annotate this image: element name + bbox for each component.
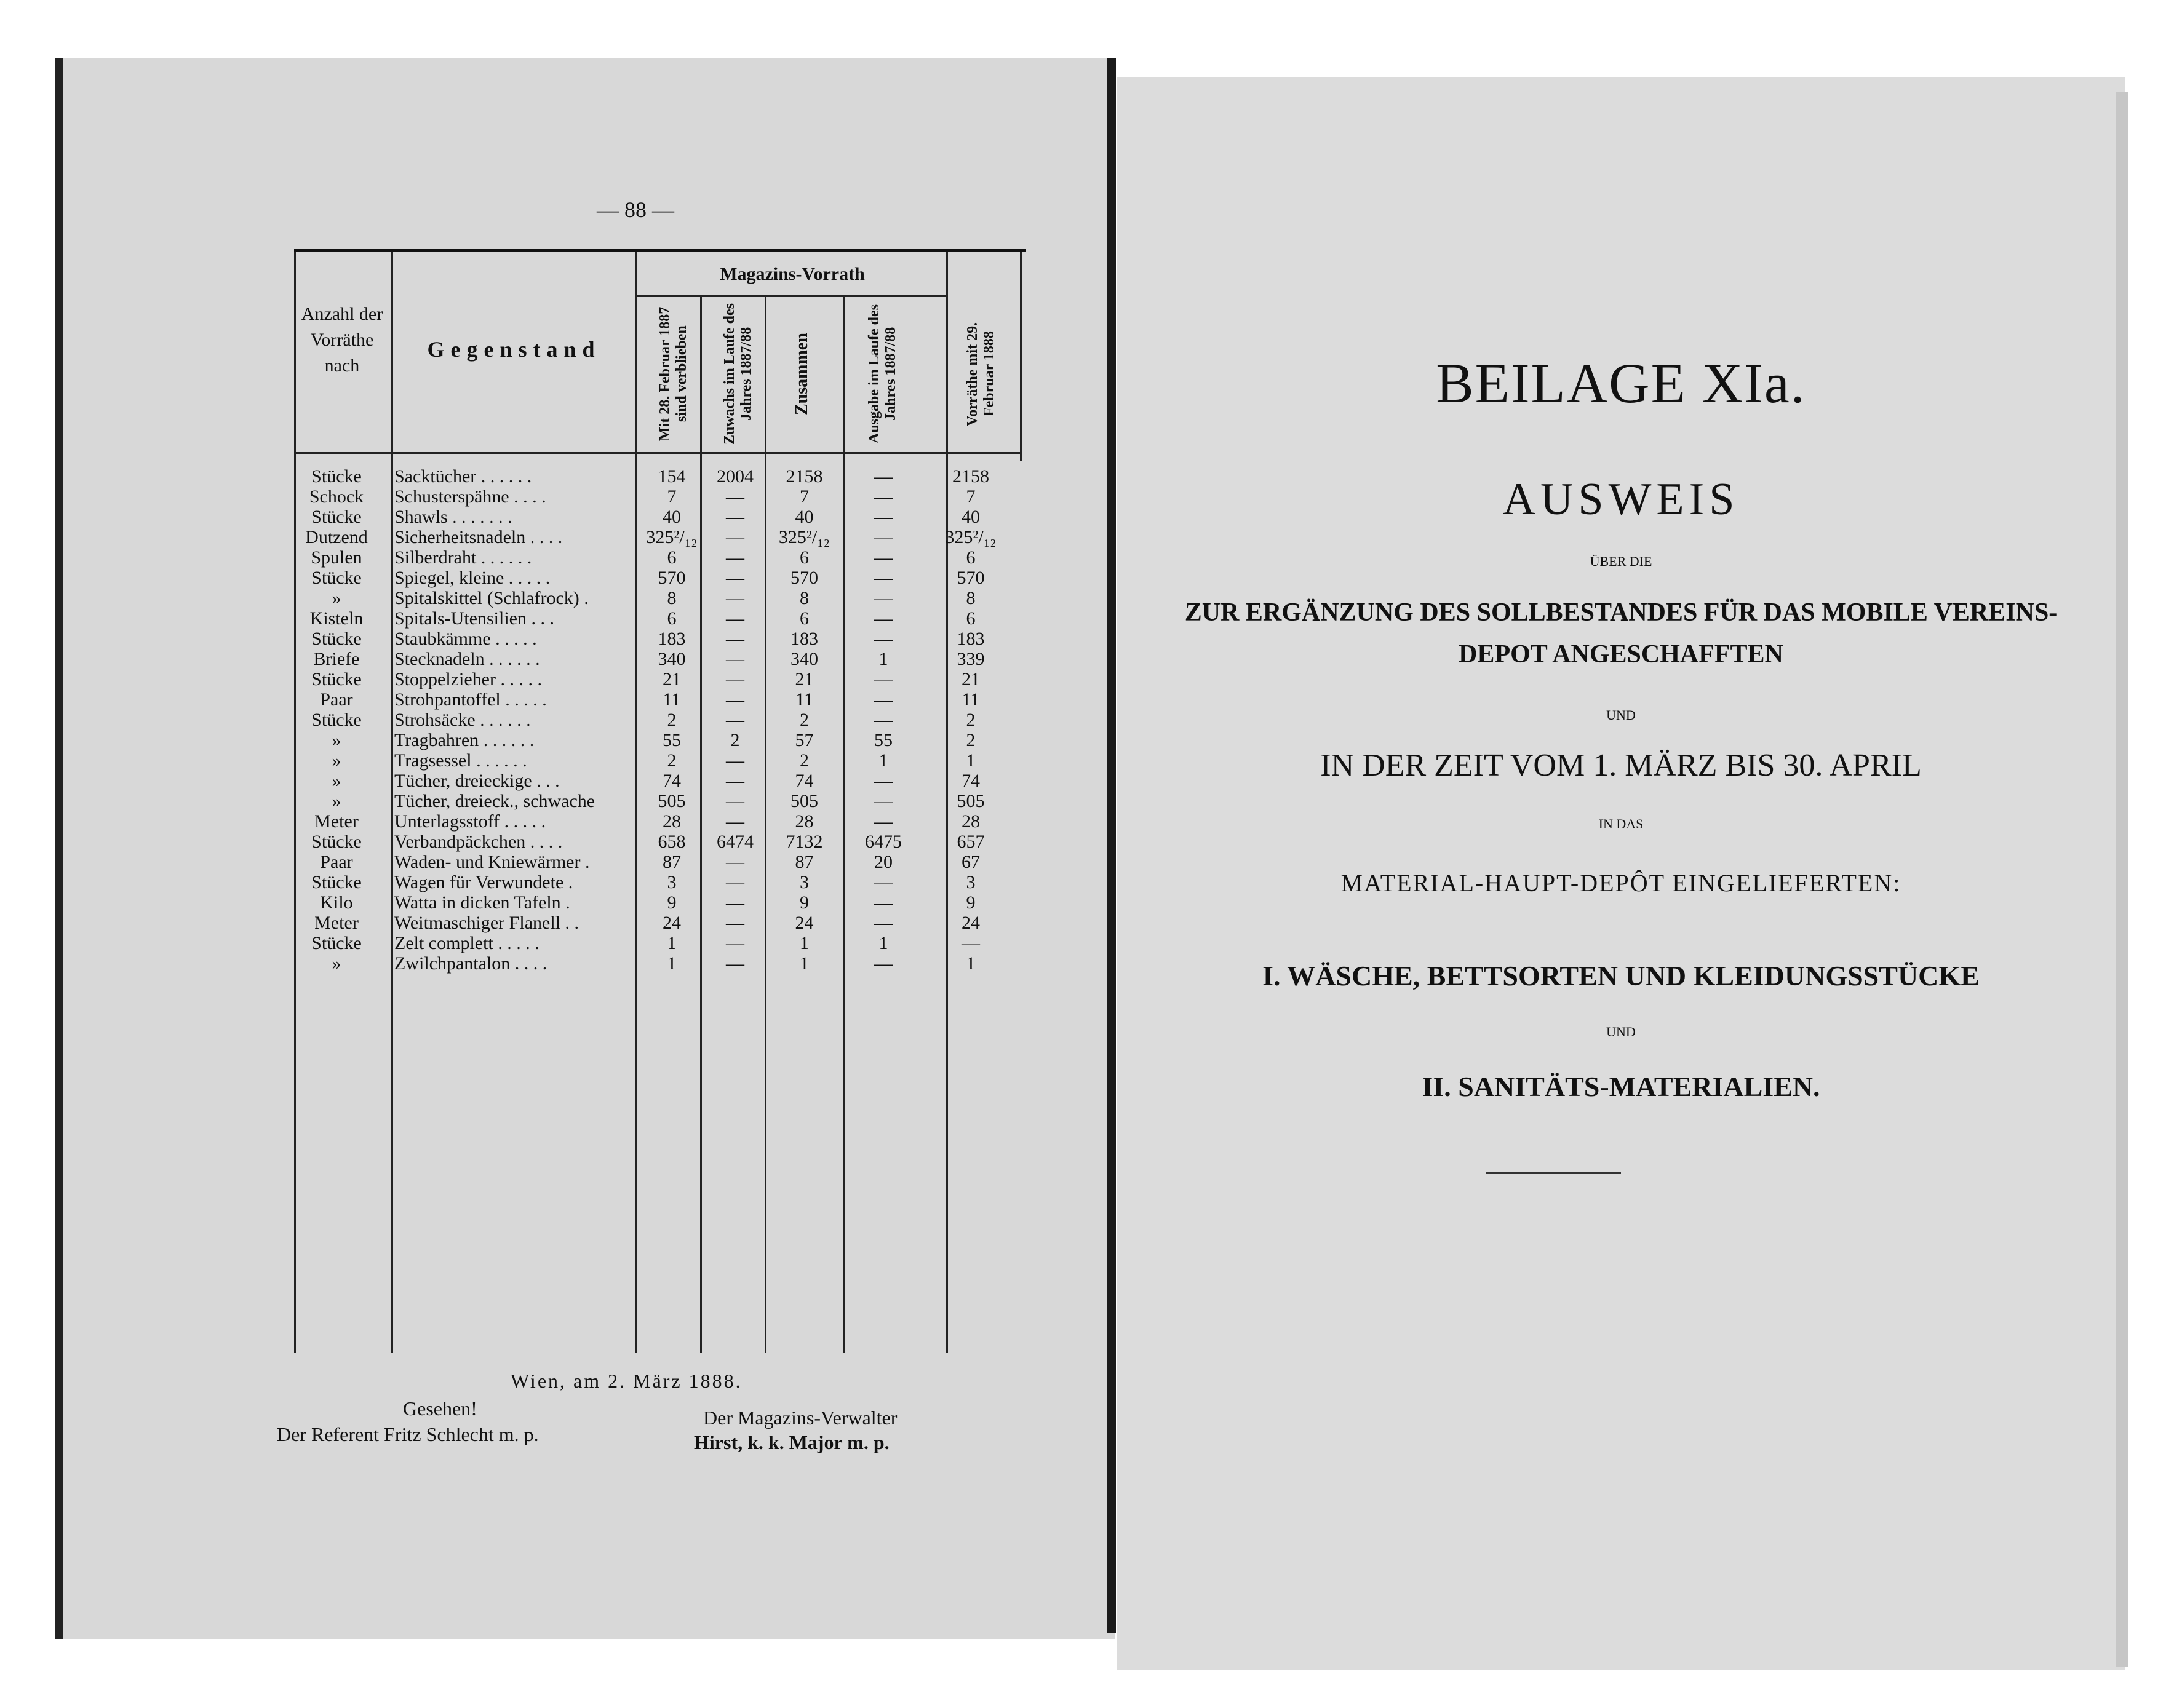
table-header-rule	[294, 452, 1020, 454]
cell-v1: 74	[663, 771, 681, 791]
cell-v5: 339	[957, 649, 985, 669]
cell-v3: 2	[800, 750, 809, 771]
closing-rule	[1486, 1172, 1621, 1174]
cell-v2: —	[726, 710, 744, 730]
cell-unit: »	[332, 588, 341, 608]
cell-v4: 1	[878, 933, 888, 953]
uber-die: ÜBER DIE	[1590, 554, 1652, 569]
cell-v3: 3	[800, 872, 809, 892]
referent-signature: Der Referent Fritz Schlecht m. p.	[277, 1423, 539, 1445]
cell-v2: —	[726, 933, 744, 953]
cell-v3: 21	[795, 669, 814, 689]
table-row	[294, 771, 1026, 791]
cell-v5: 2158	[952, 466, 989, 487]
cell-v3: 340	[790, 649, 818, 669]
inventory-table	[294, 249, 1026, 1353]
cell-v3: 2158	[786, 466, 823, 487]
cell-v1: 2	[667, 750, 677, 771]
cell-v5: 505	[957, 791, 985, 811]
cell-item: Sicherheitsnadeln . . . .	[394, 527, 563, 547]
cell-unit: Paar	[320, 852, 353, 872]
column-header-2: Zuwachs im Laufe des Jahres 1887/88	[722, 303, 754, 445]
cell-v1: 3	[667, 872, 677, 892]
cell-v1: 21	[663, 669, 681, 689]
cell-unit: Kisteln	[309, 608, 364, 629]
cell-v2: 6474	[717, 832, 754, 852]
cell-v2: —	[726, 791, 744, 811]
book-spine	[1107, 58, 1116, 1633]
cell-v1: 1	[667, 933, 677, 953]
table-border-right	[1020, 252, 1022, 461]
cell-v3: 8	[800, 588, 809, 608]
cell-v5: 74	[962, 771, 980, 791]
cell-v4: 20	[874, 852, 893, 872]
cell-v2: —	[726, 629, 744, 649]
cell-v5: 11	[962, 689, 980, 710]
table-group-rule	[635, 295, 946, 297]
cell-v4: —	[874, 669, 893, 689]
cell-v4: —	[874, 487, 893, 507]
cell-item: Strohsäcke . . . . . .	[394, 710, 531, 730]
cell-v2: 2	[730, 730, 740, 750]
cell-v3: 570	[790, 568, 818, 588]
und-1: UND	[1606, 707, 1636, 723]
cell-v4: —	[874, 547, 893, 568]
cell-v2: —	[726, 507, 744, 527]
cell-v4: —	[874, 913, 893, 933]
cell-item: Tragbahren . . . . . .	[394, 730, 535, 750]
cell-v5: 2	[966, 710, 976, 730]
section-1: I. WÄSCHE, BETTSORTEN UND KLEIDUNGSSTÜCKE	[1262, 960, 1980, 991]
cell-v3: 505	[790, 791, 818, 811]
cell-item: Tücher, dreieck., schwache	[394, 791, 595, 811]
cell-item: Tragsessel . . . . . .	[394, 750, 527, 771]
cell-item: Spitals-Utensilien . . .	[394, 608, 554, 629]
cell-v3: 2	[800, 710, 809, 730]
cell-unit: Stücke	[311, 507, 362, 527]
cell-v4: 1	[878, 649, 888, 669]
cell-v2: —	[726, 649, 744, 669]
cell-v2: —	[726, 771, 744, 791]
cell-unit: Stücke	[311, 872, 362, 892]
table-row	[294, 507, 1026, 527]
cell-v5: 8	[966, 588, 976, 608]
seen-label: Gesehen!	[403, 1397, 477, 1420]
cell-v1: 340	[658, 649, 686, 669]
cell-v3: 57	[795, 730, 814, 750]
table-row	[294, 710, 1026, 730]
cell-v1: 28	[663, 811, 681, 832]
unit-column-header: Anzahl der Vorräthe nach	[301, 304, 383, 376]
cell-v1: 11	[663, 689, 681, 710]
table-row	[294, 872, 1026, 892]
cell-v1: 6	[667, 608, 677, 629]
cell-v4: 55	[874, 730, 893, 750]
table-row	[294, 568, 1026, 588]
cell-v1: 154	[658, 466, 686, 487]
cell-v2: —	[726, 750, 744, 771]
cell-item: Weitmaschiger Flanell . .	[394, 913, 579, 933]
ausweis-title: AUSWEIS	[1502, 474, 1740, 525]
cell-v4: —	[874, 527, 893, 547]
cell-item: Waden- und Kniewärmer .	[394, 852, 590, 872]
cell-v5: 570	[957, 568, 985, 588]
cell-unit: Stücke	[311, 629, 362, 649]
table-row	[294, 791, 1026, 811]
cell-v2: —	[726, 811, 744, 832]
cell-unit: Meter	[314, 811, 359, 832]
cell-v2: —	[726, 527, 744, 547]
cell-v4: 1	[878, 750, 888, 771]
cell-v3: 87	[795, 852, 814, 872]
cell-v5: 24	[962, 913, 980, 933]
table-row	[294, 689, 1026, 710]
cell-item: Schusterspähne . . . .	[394, 487, 546, 507]
cell-unit: »	[332, 771, 341, 791]
subject-line-2: DEPOT ANGESCHAFFTEN	[1459, 640, 1783, 669]
cell-v2: —	[726, 892, 744, 913]
cell-v2: 2004	[717, 466, 754, 487]
cell-v1: 40	[663, 507, 681, 527]
cell-unit: Meter	[314, 913, 359, 933]
cell-v5: 40	[962, 507, 980, 527]
cell-v3: 6	[800, 608, 809, 629]
cell-v4: —	[874, 771, 893, 791]
cell-v3: 1	[800, 953, 809, 974]
cell-item: Shawls . . . . . . .	[394, 507, 512, 527]
cell-unit: Schock	[309, 487, 364, 507]
cell-v5: 6	[966, 547, 976, 568]
cell-v3: 74	[795, 771, 814, 791]
cell-v3: 9	[800, 892, 809, 913]
cell-v2: —	[726, 669, 744, 689]
cell-unit: Kilo	[320, 892, 353, 913]
administrator-title: Der Magazins-Verwalter	[703, 1407, 898, 1429]
cell-unit: Paar	[320, 689, 353, 710]
cell-item: Sacktücher . . . . . .	[394, 466, 532, 487]
cell-unit: Spulen	[311, 547, 362, 568]
cell-unit: »	[332, 953, 341, 974]
cell-v1: 2	[667, 710, 677, 730]
cell-unit: Stücke	[311, 568, 362, 588]
table-row	[294, 608, 1026, 629]
column-header-4: Ausgabe im Laufe des Jahres 1887/88	[866, 304, 899, 444]
cell-v3: 11	[795, 689, 813, 710]
cell-v4: —	[874, 568, 893, 588]
table-row	[294, 466, 1026, 487]
cell-v5: 28	[962, 811, 980, 832]
cell-v2: —	[726, 487, 744, 507]
cell-v1: 8	[667, 588, 677, 608]
cell-v5: 657	[957, 832, 985, 852]
cell-unit: Stücke	[311, 832, 362, 852]
cell-item: Staubkämme . . . . .	[394, 629, 537, 649]
cell-item: Stoppelzieher . . . . .	[394, 669, 542, 689]
cell-item: Spiegel, kleine . . . . .	[394, 568, 551, 588]
cell-v1: 9	[667, 892, 677, 913]
table-row	[294, 811, 1026, 832]
cell-v1: 24	[663, 913, 681, 933]
cell-v3: 28	[795, 811, 814, 832]
table-row	[294, 892, 1026, 913]
cell-v3: 325²/₁₂	[778, 527, 830, 547]
cell-v4: —	[874, 588, 893, 608]
cell-item: Wagen für Verwundete .	[394, 872, 573, 892]
subject-line-1: ZUR ERGÄNZUNG DES SOLLBESTANDES FÜR DAS MOBILE VEREINS-	[1184, 598, 2058, 627]
cell-v1: 570	[658, 568, 686, 588]
table-row	[294, 629, 1026, 649]
depot-line: MATERIAL-HAUPT-DEPÔT EINGELIEFERTEN:	[1340, 869, 1901, 897]
cell-v1: 1	[667, 953, 677, 974]
table-row	[294, 933, 1026, 953]
cell-v3: 6	[800, 547, 809, 568]
cell-v5: 7	[966, 487, 976, 507]
cell-item: Unterlagsstoff . . . . .	[394, 811, 546, 832]
cell-v4: —	[874, 608, 893, 629]
cell-v3: 24	[795, 913, 814, 933]
cell-v1: 505	[658, 791, 686, 811]
table-row	[294, 669, 1026, 689]
cell-item: Tücher, dreieckige . . .	[394, 771, 560, 791]
cell-v5: 6	[966, 608, 976, 629]
column-header-1: Mit 28. Februar 1887 sind verblieben	[657, 306, 690, 442]
administrator-signature: Hirst, k. k. Major m. p.	[694, 1431, 890, 1453]
table-row	[294, 649, 1026, 669]
cell-item: Stecknadeln . . . . . .	[394, 649, 540, 669]
table-row	[294, 852, 1026, 872]
cell-v5: 1	[966, 750, 976, 771]
cell-v2: —	[726, 568, 744, 588]
cell-v3: 7	[800, 487, 809, 507]
cell-v1: 325²/₁₂	[646, 527, 698, 547]
cell-v4: —	[874, 710, 893, 730]
cell-v1: 87	[663, 852, 681, 872]
cell-v4: —	[874, 953, 893, 974]
cell-unit: Stücke	[311, 710, 362, 730]
cell-item: Verbandpäckchen . . . .	[394, 832, 563, 852]
table-row	[294, 588, 1026, 608]
cell-v5: 1	[966, 953, 976, 974]
cell-v2: —	[726, 588, 744, 608]
table-row	[294, 953, 1026, 974]
item-column-header: Gegenstand	[427, 337, 601, 362]
cell-v5: 21	[962, 669, 980, 689]
cell-item: Spitalskittel (Schlafrock) .	[394, 588, 589, 608]
table-row	[294, 730, 1026, 750]
cell-v3: 7132	[786, 832, 823, 852]
column-header-5: Vorräthe mit 29. Februar 1888	[965, 322, 997, 426]
cell-v5: 67	[962, 852, 980, 872]
place-date: Wien, am 2. März 1888.	[511, 1370, 743, 1392]
cell-v5: —	[962, 933, 980, 953]
cell-item: Silberdraht . . . . . .	[394, 547, 532, 568]
cell-unit: »	[332, 791, 341, 811]
cell-v4: —	[874, 892, 893, 913]
cell-unit: Stücke	[311, 669, 362, 689]
page-number: — 88 —	[597, 197, 674, 222]
cell-v3: 1	[800, 933, 809, 953]
table-row	[294, 527, 1026, 547]
cell-v4: —	[874, 811, 893, 832]
cell-v2: —	[726, 689, 744, 710]
beilage-title: BEILAGE XIa.	[1436, 352, 1806, 415]
cell-unit: »	[332, 730, 341, 750]
cell-v5: 2	[966, 730, 976, 750]
cell-v3: 40	[795, 507, 814, 527]
cell-v5: 3	[966, 872, 976, 892]
cell-v2: —	[726, 608, 744, 629]
cell-v4: —	[874, 629, 893, 649]
cell-v2: —	[726, 953, 744, 974]
cell-v2: —	[726, 913, 744, 933]
cell-v2: —	[726, 852, 744, 872]
cell-unit: Briefe	[313, 649, 360, 669]
cell-v4: —	[874, 466, 893, 487]
cell-item: Watta in dicken Tafeln .	[394, 892, 570, 913]
cell-v5: 183	[957, 629, 985, 649]
column-header-3: Zusammen	[792, 333, 811, 415]
in-das: IN DAS	[1598, 816, 1644, 832]
cell-unit: Dutzend	[305, 527, 368, 547]
cell-item: Strohpantoffel . . . . .	[394, 689, 547, 710]
cell-v1: 6	[667, 547, 677, 568]
cell-v4: —	[874, 689, 893, 710]
cell-v4: —	[874, 791, 893, 811]
table-row	[294, 487, 1026, 507]
cell-v1: 183	[658, 629, 686, 649]
und-2: UND	[1606, 1024, 1636, 1039]
cell-v5: 325²/₁₂	[945, 527, 997, 547]
cell-item: Zelt complett . . . . .	[394, 933, 540, 953]
cell-v2: —	[726, 872, 744, 892]
cell-v5: 9	[966, 892, 976, 913]
table-row	[294, 547, 1026, 568]
cell-unit: Stücke	[311, 933, 362, 953]
cell-unit: Stücke	[311, 466, 362, 487]
cell-v4: —	[874, 507, 893, 527]
cell-v4: 6475	[865, 832, 902, 852]
cell-item: Zwilchpantalon . . . .	[394, 953, 547, 974]
table-row	[294, 832, 1026, 852]
table-row	[294, 913, 1026, 933]
cell-v4: —	[874, 872, 893, 892]
cell-v3: 183	[790, 629, 818, 649]
section-2: II. SANITÄTS-MATERIALIEN.	[1422, 1071, 1820, 1102]
cell-v1: 658	[658, 832, 686, 852]
period-line: IN DER ZEIT VOM 1. MÄRZ BIS 30. APRIL	[1320, 748, 1922, 783]
cell-v2: —	[726, 547, 744, 568]
table-row	[294, 750, 1026, 771]
group-header: Magazins-Vorrath	[720, 264, 865, 284]
cell-v1: 7	[667, 487, 677, 507]
cell-v1: 55	[663, 730, 681, 750]
cell-unit: »	[332, 750, 341, 771]
